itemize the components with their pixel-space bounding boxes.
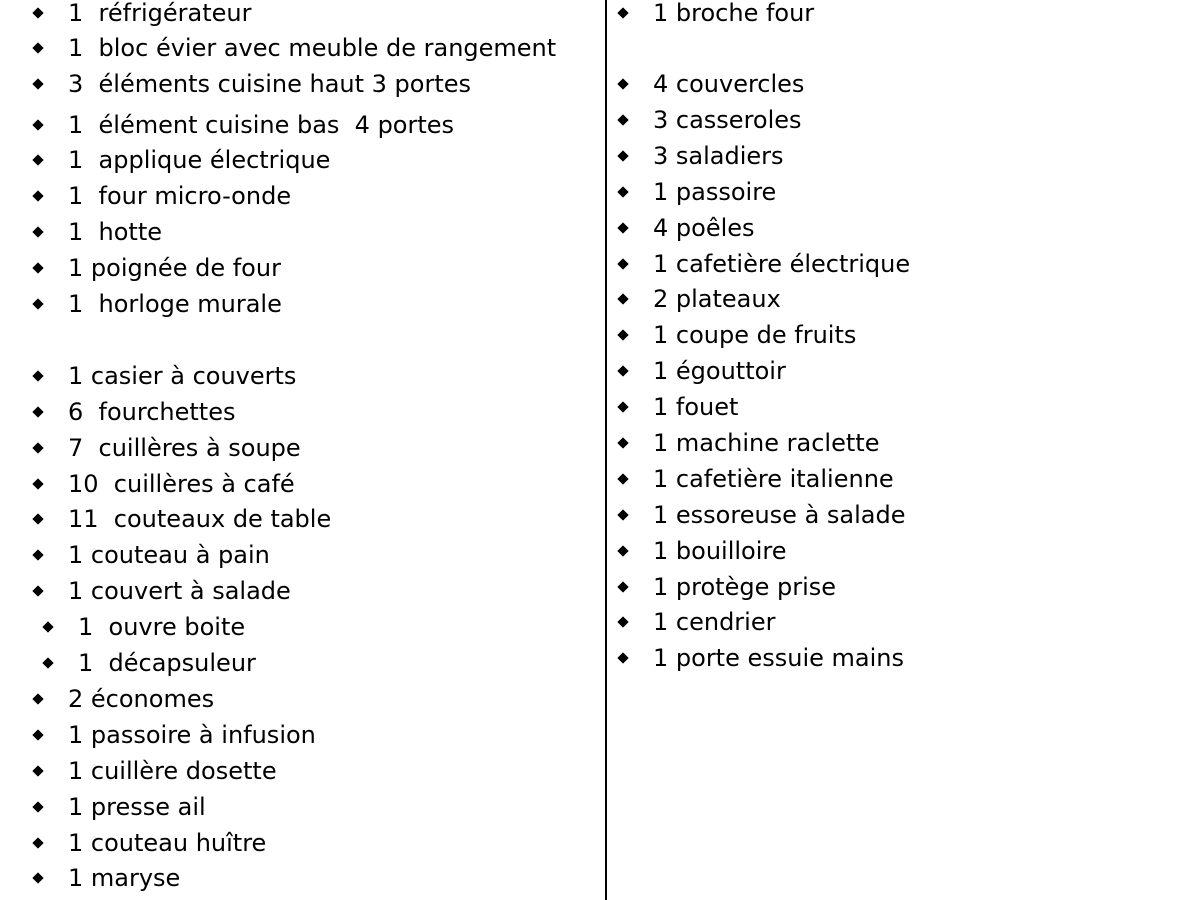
bullet-icon (42, 621, 53, 632)
item-text: 1 bouilloire (653, 537, 787, 565)
bullet-icon (617, 509, 628, 520)
item-text: 1 décapsuleur (78, 649, 256, 677)
bullet-icon (32, 406, 43, 417)
bullet-icon (32, 693, 43, 704)
item-text: 1 réfrigérateur (68, 0, 252, 27)
item-text: 2 économes (68, 685, 215, 713)
bullet-icon (617, 616, 628, 627)
bullet-icon (32, 442, 43, 453)
bullet-icon (32, 729, 43, 740)
bullet-icon (32, 837, 43, 848)
item-text: 4 couvercles (653, 70, 805, 98)
item-text: 1 horloge murale (68, 290, 282, 318)
bullet-icon (617, 473, 628, 484)
item-text: 1 cendrier (653, 608, 776, 636)
item-text: 10 cuillères à café (68, 470, 295, 498)
item-text: 1 égouttoir (653, 357, 786, 385)
bullet-icon (32, 370, 43, 381)
item-text: 11 couteaux de table (68, 505, 332, 533)
bullet-icon (617, 150, 628, 161)
bullet-icon (617, 258, 628, 269)
bullet-icon (617, 7, 628, 18)
item-text: 3 saladiers (653, 142, 784, 170)
item-text: 1 couteau à pain (68, 541, 270, 569)
bullet-icon (32, 78, 43, 89)
item-text: 1 couteau huître (68, 829, 267, 857)
bullet-icon (32, 585, 43, 596)
item-text: 1 broche four (653, 0, 815, 27)
item-text: 1 applique électrique (68, 146, 331, 174)
item-text: 1 machine raclette (653, 429, 880, 457)
bullet-icon (617, 329, 628, 340)
bullet-icon (32, 872, 43, 883)
item-text: 1 hotte (68, 218, 163, 246)
bullet-icon (32, 801, 43, 812)
item-text: 1 fouet (653, 393, 739, 421)
item-text: 1 porte essuie mains (653, 644, 905, 672)
item-text: 1 ouvre boite (78, 613, 246, 641)
bullet-icon (32, 549, 43, 560)
bullet-icon (617, 581, 628, 592)
item-text: 1 bloc évier avec meuble de rangement (68, 34, 557, 62)
item-text: 1 casier à couverts (68, 362, 297, 390)
item-text: 1 cafetière italienne (653, 465, 894, 493)
item-text: 3 casseroles (653, 106, 802, 134)
item-text: 7 cuillères à soupe (68, 434, 301, 462)
item-text: 2 plateaux (653, 285, 781, 313)
bullet-icon (617, 401, 628, 412)
bullet-icon (32, 7, 43, 18)
item-text: 1 passoire à infusion (68, 721, 316, 749)
item-text: 1 passoire (653, 178, 777, 206)
item-text: 1 protège prise (653, 573, 836, 601)
bullet-icon (617, 186, 628, 197)
item-text: 3 éléments cuisine haut 3 portes (68, 70, 472, 98)
bullet-icon (617, 365, 628, 376)
item-text: 1 cafetière électrique (653, 250, 911, 278)
bullet-icon (32, 298, 43, 309)
item-text: 1 poignée de four (68, 254, 281, 282)
bullet-icon (32, 478, 43, 489)
bullet-icon (32, 119, 43, 130)
item-text: 1 élément cuisine bas 4 portes (68, 111, 455, 139)
bullet-icon (617, 437, 628, 448)
bullet-icon (617, 652, 628, 663)
item-text: 4 poêles (653, 214, 755, 242)
bullet-icon (32, 42, 43, 53)
bullet-icon (32, 513, 43, 524)
item-text: 1 cuillère dosette (68, 757, 277, 785)
item-text: 1 four micro-onde (68, 182, 292, 210)
bullet-icon (32, 190, 43, 201)
column-divider (605, 0, 607, 900)
bullet-icon (617, 545, 628, 556)
bullet-icon (32, 154, 43, 165)
item-text: 1 couvert à salade (68, 577, 291, 605)
item-text: 1 presse ail (68, 793, 206, 821)
item-text: 1 maryse (68, 864, 181, 892)
bullet-icon (617, 222, 628, 233)
item-text: 6 fourchettes (68, 398, 236, 426)
item-text: 1 coupe de fruits (653, 321, 857, 349)
bullet-icon (32, 262, 43, 273)
bullet-icon (32, 765, 43, 776)
bullet-icon (617, 293, 628, 304)
bullet-icon (32, 226, 43, 237)
bullet-icon (42, 657, 53, 668)
bullet-icon (617, 114, 628, 125)
item-text: 1 essoreuse à salade (653, 501, 906, 529)
bullet-icon (617, 78, 628, 89)
